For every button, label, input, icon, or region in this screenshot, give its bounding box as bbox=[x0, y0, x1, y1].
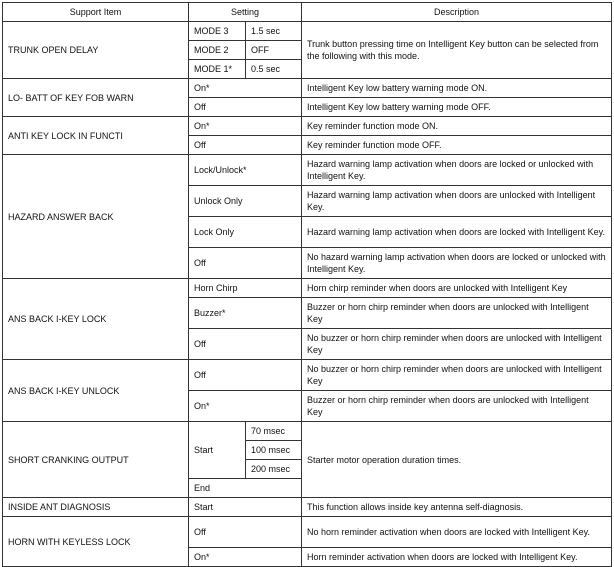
table-row bbox=[3, 79, 612, 98]
setting-description: Key reminder function mode ON. bbox=[302, 117, 612, 136]
table-row bbox=[3, 360, 612, 391]
setting-value: 0.5 sec bbox=[246, 60, 302, 79]
header-setting: Setting bbox=[189, 3, 302, 22]
support-item-short-cranking: SHORT CRANKING OUTPUT bbox=[3, 422, 189, 498]
setting-mode: MODE 3 bbox=[189, 22, 246, 41]
description-short-cranking: Starter motor operation duration times. bbox=[302, 422, 612, 498]
support-item-hazard-answer-back: HAZARD ANSWER BACK bbox=[3, 155, 189, 279]
setting-value: Off bbox=[189, 329, 302, 360]
setting-value: 1.5 sec bbox=[246, 22, 302, 41]
setting-description: Intelligent Key low battery warning mode ON. bbox=[302, 79, 612, 98]
table-row bbox=[3, 279, 612, 298]
setting-description: Horn chirp reminder when doors are unlocked with Intelligent Key bbox=[302, 279, 612, 298]
support-item-anti-key-lock: ANTI KEY LOCK IN FUNCTI bbox=[3, 117, 189, 155]
setting-description: Key reminder function mode OFF. bbox=[302, 136, 612, 155]
setting-value: On* bbox=[189, 548, 302, 567]
setting-start: Start bbox=[189, 422, 246, 479]
setting-end: End bbox=[189, 479, 302, 498]
setting-description: No buzzer or horn chirp reminder when doors are unlocked with Intelligent Key bbox=[302, 329, 612, 360]
setting-value: Unlock Only bbox=[189, 186, 302, 217]
table-row bbox=[3, 422, 612, 441]
setting-value: Off bbox=[189, 98, 302, 117]
setting-duration: 200 msec bbox=[246, 460, 302, 479]
header-support-item: Support Item bbox=[3, 3, 189, 22]
header-row bbox=[3, 3, 612, 22]
setting-value: OFF bbox=[246, 41, 302, 60]
table-row bbox=[3, 22, 612, 41]
table-row bbox=[3, 517, 612, 548]
support-item-ans-back-unlock: ANS BACK I-KEY UNLOCK bbox=[3, 360, 189, 422]
setting-value: Off bbox=[189, 360, 302, 391]
setting-mode: MODE 2 bbox=[189, 41, 246, 60]
table-row bbox=[3, 117, 612, 136]
setting-mode: MODE 1* bbox=[189, 60, 246, 79]
setting-value: Buzzer* bbox=[189, 298, 302, 329]
setting-value: Off bbox=[189, 136, 302, 155]
setting-value: On* bbox=[189, 391, 302, 422]
support-item-ans-back-lock: ANS BACK I-KEY LOCK bbox=[3, 279, 189, 360]
setting-duration: 70 msec bbox=[246, 422, 302, 441]
setting-description: Buzzer or horn chirp reminder when doors are unlocked with Intelligent Key bbox=[302, 298, 612, 329]
support-item-table bbox=[2, 2, 612, 567]
table-row bbox=[3, 498, 612, 517]
support-item-lo-batt: LO- BATT OF KEY FOB WARN bbox=[3, 79, 189, 117]
setting-value: Lock Only bbox=[189, 217, 302, 248]
setting-value: Horn Chirp bbox=[189, 279, 302, 298]
setting-value: On* bbox=[189, 79, 302, 98]
setting-value: On* bbox=[189, 117, 302, 136]
setting-description: Buzzer or horn chirp reminder when doors are unlocked with Intelligent Key bbox=[302, 391, 612, 422]
support-item-table-container bbox=[2, 2, 612, 567]
setting-description: Hazard warning lamp activation when doors are unlocked with Intelligent Key. bbox=[302, 186, 612, 217]
setting-description: No buzzer or horn chirp reminder when doors are unlocked with Intelligent Key bbox=[302, 360, 612, 391]
table-row bbox=[3, 155, 612, 186]
setting-description: Intelligent Key low battery warning mode OFF. bbox=[302, 98, 612, 117]
setting-value: Start bbox=[189, 498, 302, 517]
setting-value: Off bbox=[189, 248, 302, 279]
setting-description: No horn reminder activation when doors are locked with Intelligent Key. bbox=[302, 517, 612, 548]
support-item-trunk-open-delay: TRUNK OPEN DELAY bbox=[3, 22, 189, 79]
support-item-horn-keyless: HORN WITH KEYLESS LOCK bbox=[3, 517, 189, 567]
setting-description: Hazard warning lamp activation when doors are locked with Intelligent Key. bbox=[302, 217, 612, 248]
description-trunk-open-delay: Trunk button pressing time on Intelligent Key button can be selected from the following with this mode. bbox=[302, 22, 612, 79]
setting-description: Horn reminder activation when doors are locked with Intelligent Key. bbox=[302, 548, 612, 567]
header-description: Description bbox=[302, 3, 612, 22]
setting-value: Lock/Unlock* bbox=[189, 155, 302, 186]
setting-description: This function allows inside key antenna self-diagnosis. bbox=[302, 498, 612, 517]
setting-description: Hazard warning lamp activation when doors are locked or unlocked with Intelligent Key. bbox=[302, 155, 612, 186]
setting-duration: 100 msec bbox=[246, 441, 302, 460]
support-item-inside-ant: INSIDE ANT DIAGNOSIS bbox=[3, 498, 189, 517]
setting-value: Off bbox=[189, 517, 302, 548]
setting-description: No hazard warning lamp activation when doors are locked or unlocked with Intelligent Key. bbox=[302, 248, 612, 279]
